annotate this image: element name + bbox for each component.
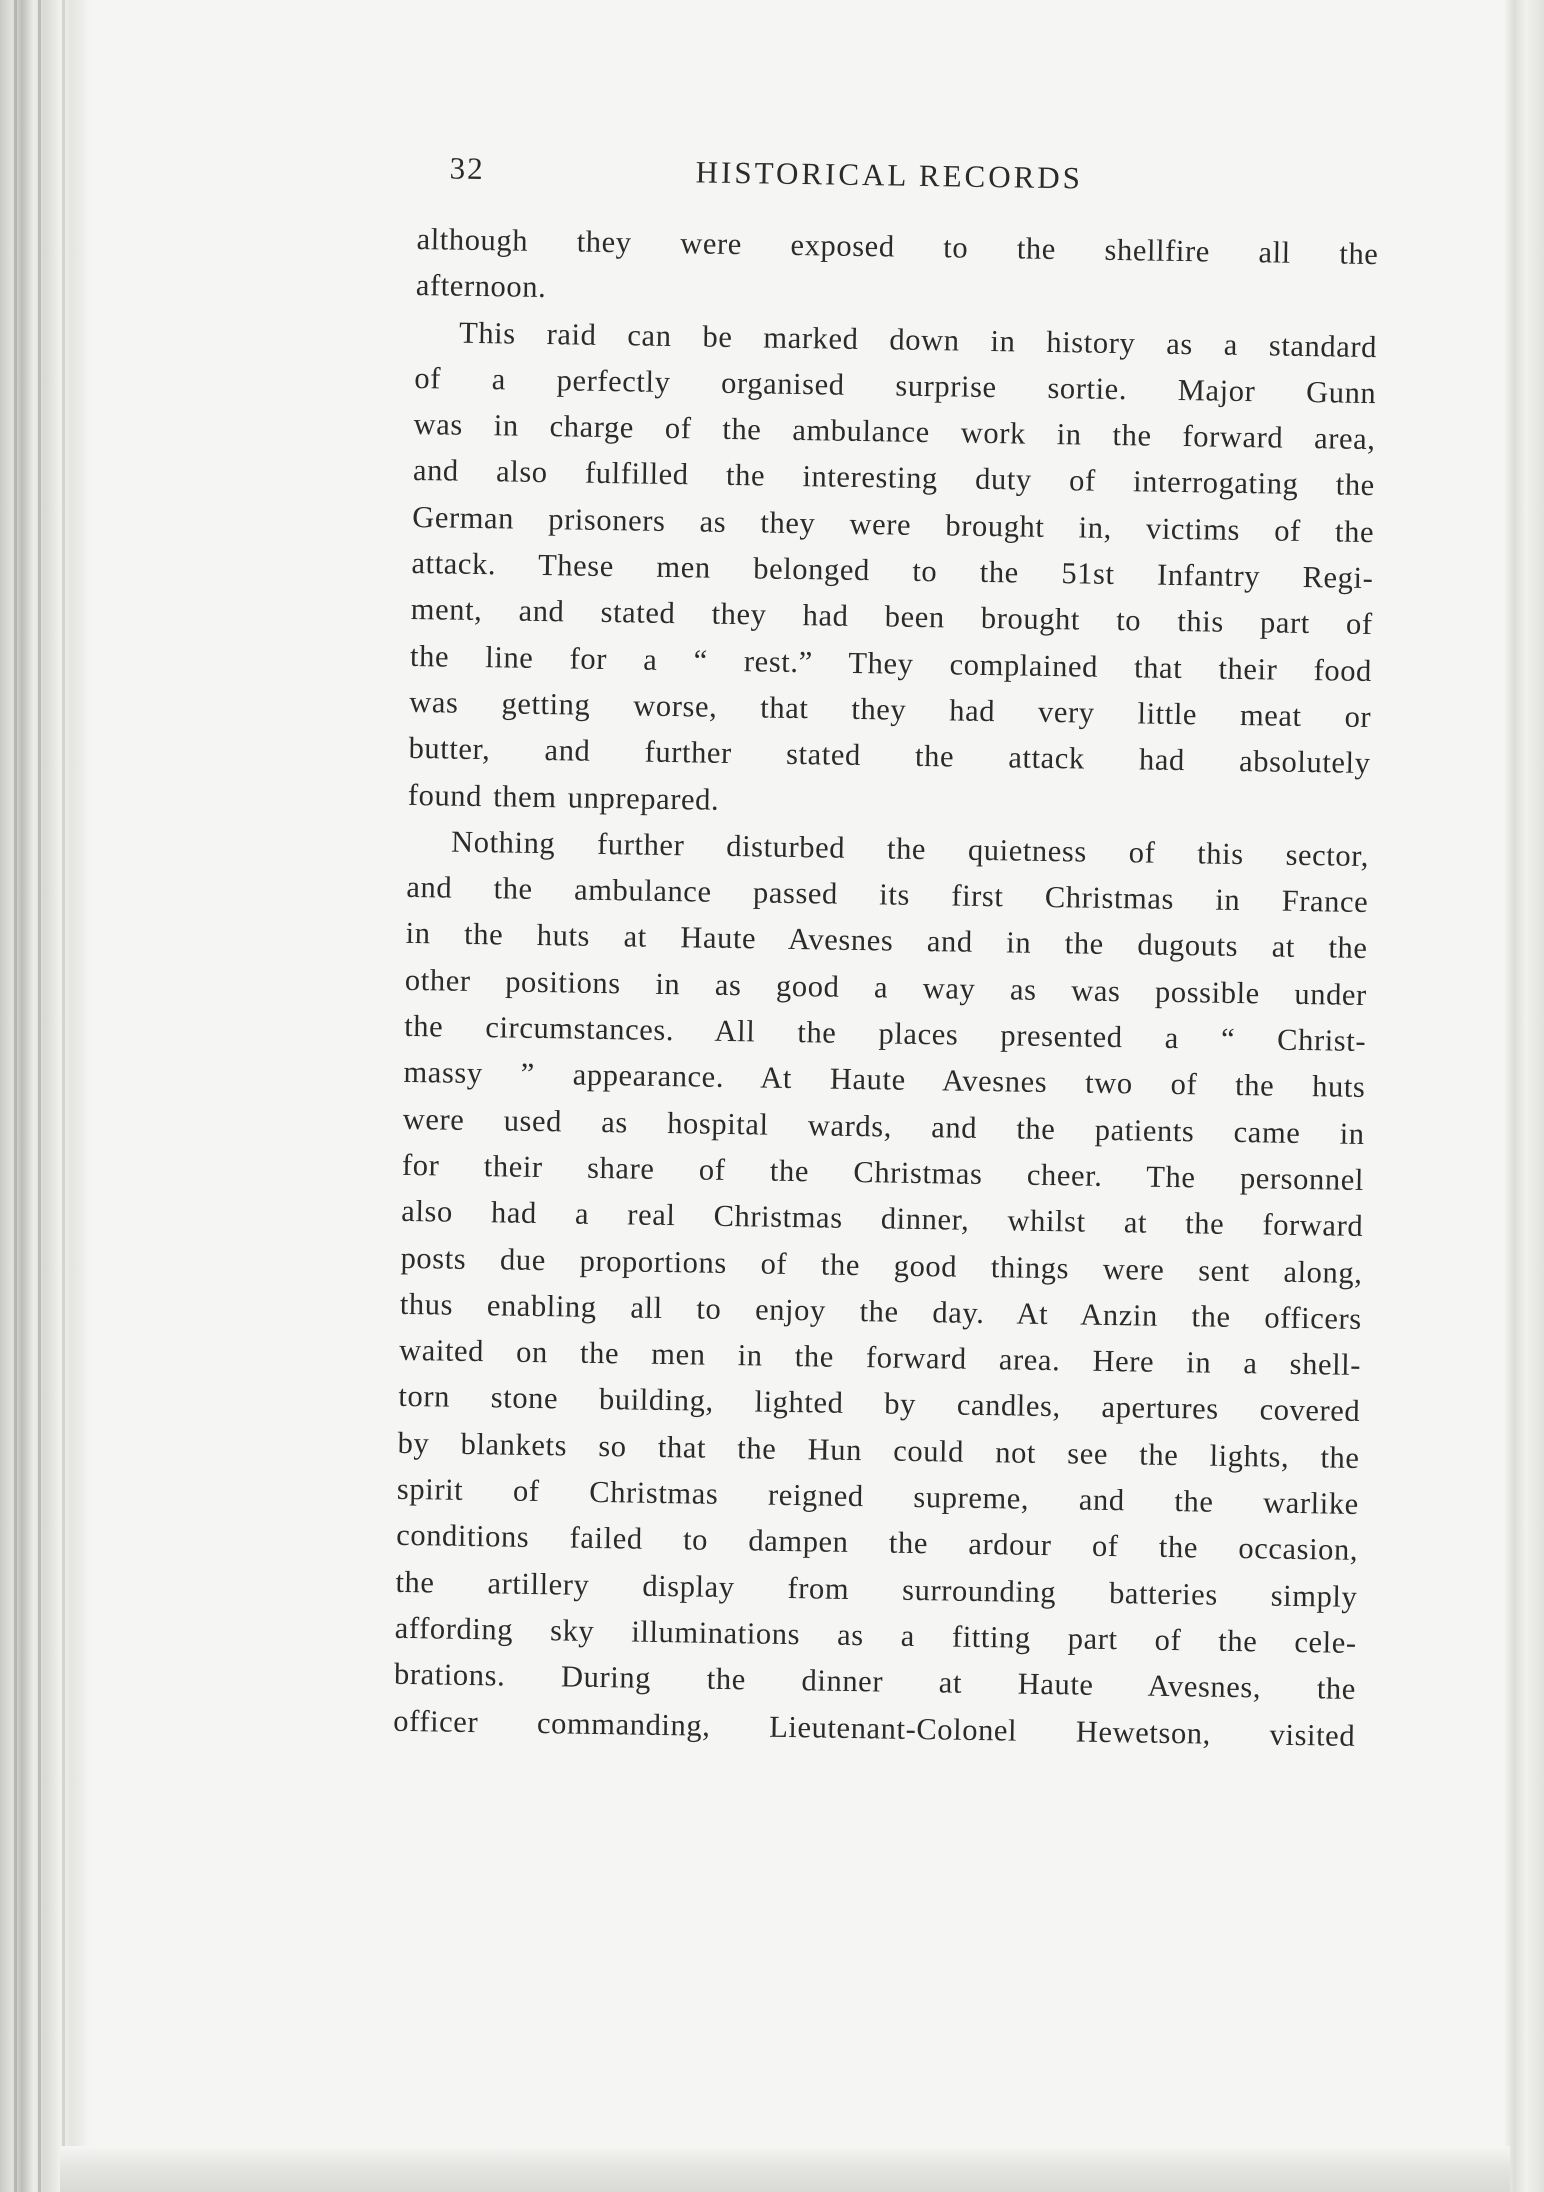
text-line: ment, and stated they had been brought to this part of (410, 592, 1373, 642)
body-text (393, 216, 1379, 1759)
text-line: butter, and further stated the attack had absolutely (408, 731, 1371, 781)
text-line: the artillery display from surrounding batteries simply (395, 1564, 1358, 1614)
text-line: in the huts at Haute Avesnes and in the dugouts at the (405, 916, 1368, 966)
text-block (393, 150, 1380, 1759)
text-line: other positions in as good a way as was possible under (404, 962, 1368, 1012)
text-line: Nothing further disturbed the quietness of this sector, (450, 824, 1370, 873)
text-line: the circumstances. All the places presented a “ Christ- (403, 1008, 1367, 1059)
text-line: posts due proportions of the good things were sent along, (400, 1240, 1363, 1290)
text-line: attack. These men belonged to the 51st Infantry Regi- (411, 546, 1374, 596)
page-right-edge (1504, 0, 1544, 2192)
text-line: and the ambulance passed its first Christmas in France (406, 870, 1369, 920)
text-line: were used as hospital wards, and the patients came in (402, 1101, 1365, 1151)
text-line: found them unprepared. (407, 777, 720, 817)
text-line: thus enabling all to enjoy the day. At Anzin the officers (399, 1286, 1363, 1336)
binding-shadow-line (62, 0, 65, 2192)
text-line: by blankets so that the Hun could not see the lights, the (397, 1425, 1360, 1475)
page-bottom-edge (60, 2146, 1510, 2192)
text-line: torn stone building, lighted by candles, apertures covered (398, 1379, 1361, 1429)
page-number: 32 (449, 150, 485, 187)
text-line: was getting worse, that they had very little meat or (409, 684, 1372, 735)
text-line: and also fulfilled the interesting duty of interrogating the (412, 453, 1376, 503)
text-line: massy ” appearance. At Haute Avesnes two of the huts (403, 1055, 1366, 1105)
text-line: afternoon. (415, 268, 547, 305)
text-line: spirit of Christmas reigned supreme, and the warlike (396, 1471, 1360, 1521)
text-line: affording sky illuminations as a fitting part of the cele- (394, 1610, 1357, 1660)
text-line: also had a real Christmas dinner, whilst at the forward (401, 1194, 1364, 1244)
text-line: officer commanding, Lieutenant-Colonel Hewetson, visited (393, 1703, 1356, 1753)
text-line: brations. During the dinner at Haute Avesnes, the (393, 1657, 1357, 1707)
binding-shadow-line (14, 0, 17, 2192)
book-binding-gutter (0, 0, 90, 2192)
text-line: for their share of the Christmas cheer. The personnel (401, 1147, 1365, 1197)
text-line: waited on the men in the forward area. Here in a shell- (398, 1332, 1362, 1383)
text-line: German prisoners as they were brought in, victims of the (411, 499, 1375, 549)
text-line: of a perfectly organised surprise sortie. Major Gunn (414, 360, 1377, 410)
running-head-title: HISTORICAL RECORDS (695, 154, 1084, 196)
text-line: although they were exposed to the shellfire all the (416, 221, 1379, 272)
text-line: This raid can be marked down in history as a standard (458, 315, 1378, 364)
binding-shadow-line (38, 0, 41, 2192)
text-line: conditions failed to dampen the ardour of the occasion, (395, 1518, 1359, 1568)
text-line: was in charge of the ambulance work in the forward area, (413, 407, 1376, 457)
text-line: the line for a “ rest.” They complained that their food (409, 638, 1373, 688)
